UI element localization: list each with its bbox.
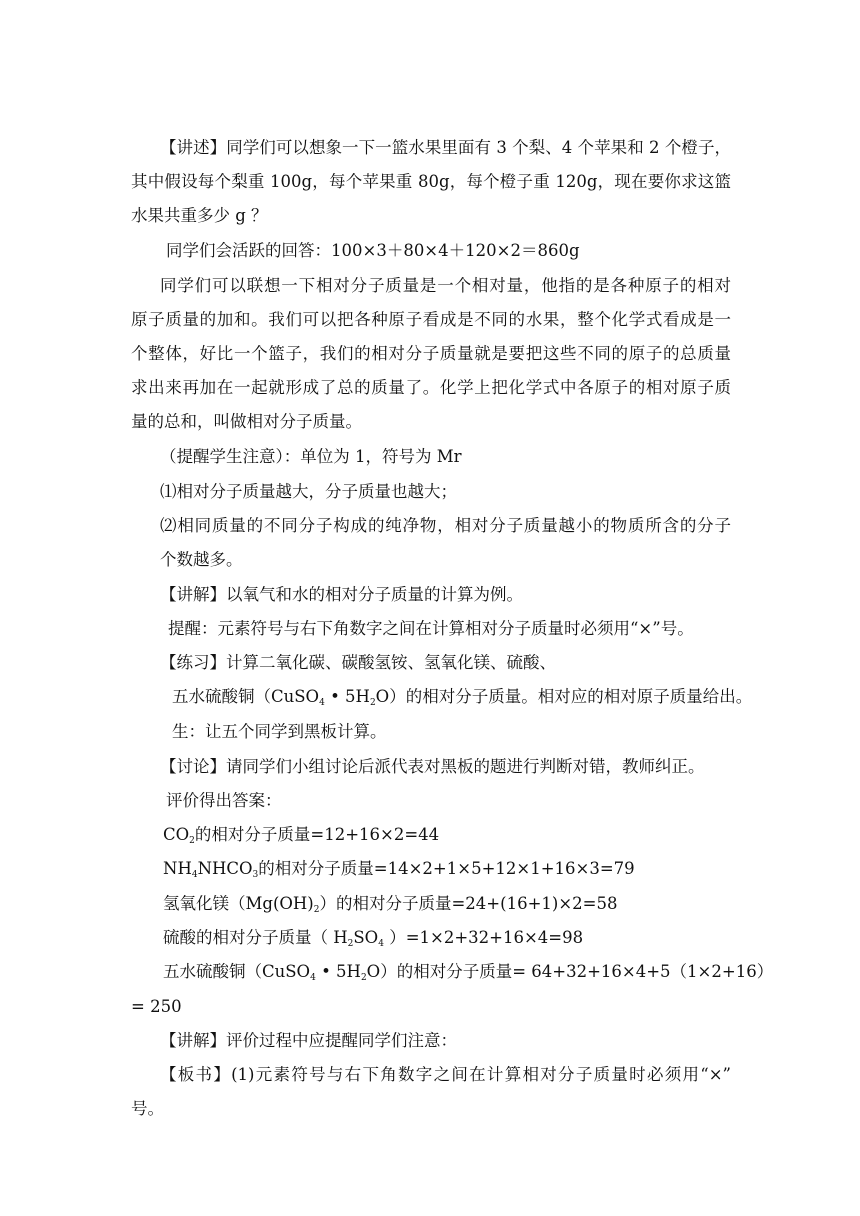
point-2-line-2: 个数越多。: [160, 550, 243, 569]
exercise-line-1: 【练习】计算二氧化碳、碳酸氢铵、氢氧化镁、硫酸、: [160, 653, 556, 672]
subscript: 2: [360, 973, 367, 983]
subscript: 4: [310, 973, 316, 983]
explain-evaluation: 【讲解】评价过程中应提醒同学们注意：: [160, 1031, 457, 1050]
formula-cuso4-5h2o: [163, 961, 773, 983]
subscript: 2: [189, 836, 195, 846]
formula-text: O）的相对分子质量= 64+32+16×4+5（1×2+16）: [366, 962, 774, 981]
subscript: 4: [319, 698, 325, 708]
formula-h2so4: [163, 927, 583, 949]
formula-mgoh2: [163, 893, 617, 915]
blackboard-note-line-1: 【板书】(1)元素符号与右下角数字之间在计算相对分子质量时必须用“×”: [160, 1065, 731, 1084]
paragraph-lecture-line-1: 【讲述】同学们可以想象一下一篮水果里面有 3 个梨、4 个苹果和 2 个橙子，: [160, 138, 731, 157]
formula-text: ）的相对分子质量=24+(16+1)×2=58: [319, 894, 618, 913]
blackboard-note-line-2: 号。: [131, 1099, 164, 1118]
formula-cuso4-5h2o-result: = 250: [131, 997, 182, 1016]
formula-text: 五水硫酸铜（CuSO: [163, 962, 311, 981]
formula-text: SO: [353, 928, 379, 947]
discussion: 【讨论】请同学们小组讨论后派代表对黑板的题进行判断对错，教师纠正。: [160, 757, 705, 776]
reminder-multiply: 提醒：元素符号与右下角数字之间在计算相对分子质量时必须用“×”号。: [168, 619, 694, 638]
explain-example: 【讲解】以氧气和水的相对分子质量的计算为例。: [160, 585, 523, 604]
answer-heading: 评价得出答案：: [166, 791, 282, 810]
formula-text: CO: [163, 825, 190, 844]
paragraph-explain-line-3: 个整体，好比一个篮子，我们的相对分子质量就是要把这些不同的原子的总质量: [131, 344, 731, 363]
subscript: 2: [347, 939, 354, 949]
formula-co2: [163, 824, 439, 846]
point-1: ⑴相对分子质量越大，分子质量也越大；: [160, 482, 457, 501]
formula-text: NHCO: [197, 859, 253, 878]
formula-text: 硫酸的相对分子质量（ H: [163, 928, 348, 947]
student-task: 生：让五个同学到黑板计算。: [172, 722, 387, 741]
exercise-line-2: [172, 686, 752, 708]
paragraph-explain-line-1: 同学们可以联想一下相对分子质量是一个相对量，他指的是各种原子的相对: [160, 276, 731, 295]
paragraph-lecture-line-3: 水果共重多少 g ？: [131, 206, 268, 225]
subscript: 2: [313, 905, 320, 915]
formula-text: • 5H: [315, 962, 361, 981]
subscript: 4: [191, 870, 198, 880]
subscript: 4: [378, 939, 384, 949]
formula-text: 的相对分子质量=14×2+1×5+12×1+16×3=79: [258, 859, 635, 878]
formula-nh4hco3: [163, 858, 635, 880]
subscript: 2: [369, 698, 376, 708]
paragraph-lecture-line-2: 其中假设每个梨重 100g，每个苹果重 80g，每个橙子重 120g，现在要你求这篮: [131, 172, 731, 191]
exercise-line-2-text: 五水硫酸铜（CuSO: [172, 687, 320, 706]
formula-text: NH: [163, 859, 192, 878]
paragraph-explain-line-5: 量的总和，叫做相对分子质量。: [131, 412, 362, 431]
formula-text: ）=1×2+32+16×4=98: [383, 928, 584, 947]
exercise-line-2-text: • 5H: [324, 687, 370, 706]
exercise-line-2-text: O）的相对分子质量。相对应的相对原子质量给出。: [375, 687, 753, 706]
subscript: 3: [252, 870, 259, 880]
point-2-line-1: ⑵相同质量的不同分子构成的纯净物，相对分子质量越小的物质所含的分子: [160, 516, 731, 535]
paragraph-explain-line-2: 原子质量的加和。我们可以把各种原子看成是不同的水果，整个化学式看成是一: [131, 310, 731, 329]
formula-text: 的相对分子质量=12+16×2=44: [194, 825, 440, 844]
student-answer: 同学们会活跃的回答：100×3＋80×4＋120×2＝860g: [166, 241, 580, 260]
reminder-note: （提醒学生注意）：单位为 1，符号为 Mr: [160, 447, 462, 466]
formula-text: 氢氧化镁（Mg(OH): [163, 894, 314, 913]
paragraph-explain-line-4: 求出来再加在一起就形成了总的质量了。化学上把化学式中各原子的相对原子质: [131, 378, 731, 397]
